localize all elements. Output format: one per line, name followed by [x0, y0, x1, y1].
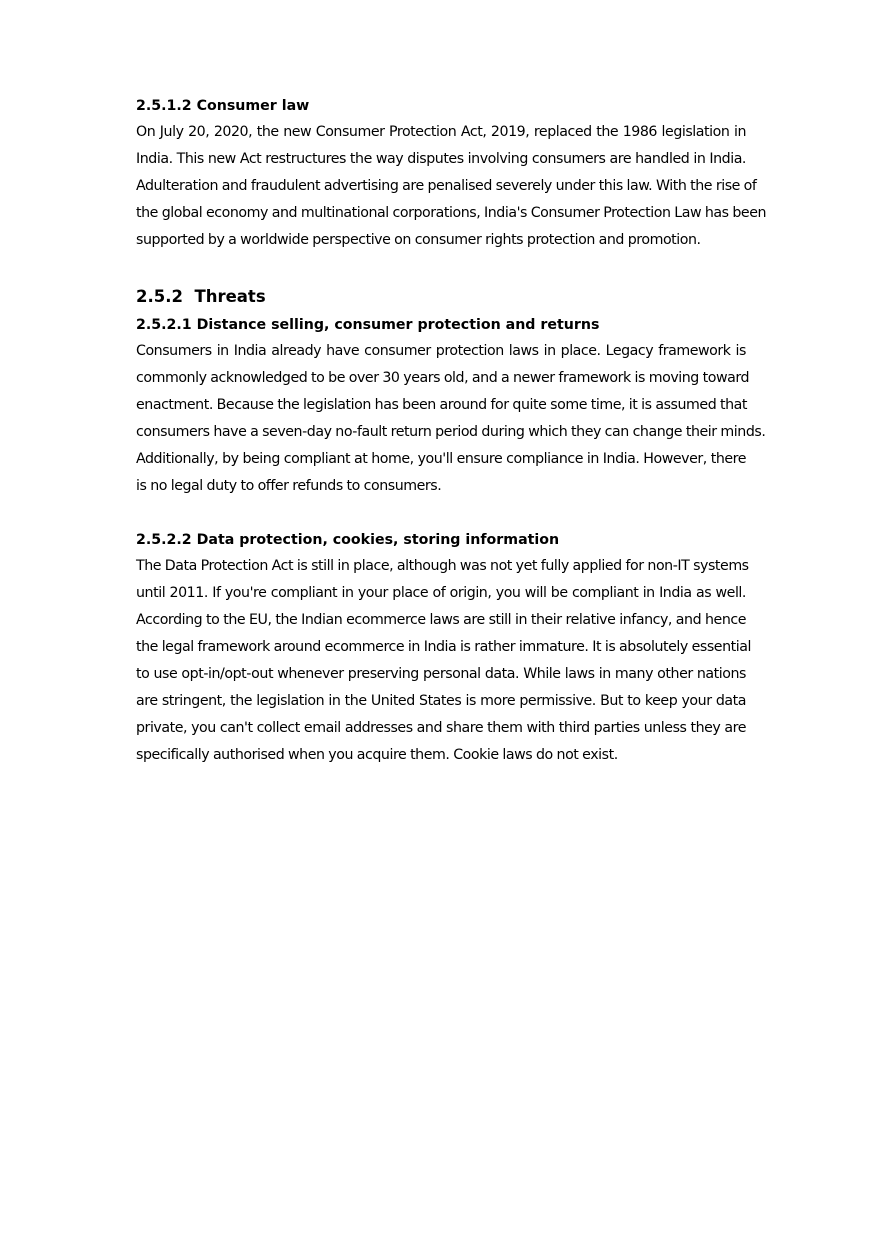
text-line: supported by a worldwide perspective on consumer rights protection and promotion.	[136, 232, 701, 248]
paragraph-consumer-law	[136, 119, 767, 254]
text-line: According to the EU, the Indian ecommerce laws are still in their relative infancy, and hence	[136, 612, 746, 628]
text-line: specifically authorised when you acquire them. Cookie laws do not exist.	[136, 747, 618, 763]
text-line: to use opt-in/opt-out whenever preserving personal data. While laws in many other nations	[136, 666, 746, 682]
text-line: enactment. Because the legislation has been around for quite some time, it is assumed that	[136, 397, 748, 413]
text-line: until 2011. If you're compliant in your place of origin, you will be compliant in India as well.	[136, 585, 746, 601]
text-line: the legal framework around ecommerce in India is rather immature. It is absolutely essential	[136, 639, 751, 655]
text-line: India. This new Act restructures the way disputes involving consumers are handled in India.	[136, 151, 746, 167]
paragraph-data-protection	[136, 553, 751, 769]
text-line: private, you can't collect email addresses and share them with third parties unless they are	[136, 720, 746, 736]
text-line: Consumers in India already have consumer protection laws in place. Legacy framework is	[136, 343, 746, 359]
text-line: consumers have a seven-day no-fault return period during which they can change their minds.	[136, 424, 766, 440]
heading-consumer-law: 2.5.1.2 Consumer law	[136, 98, 310, 114]
text-line: The Data Protection Act is still in place, although was not yet fully applied for non-IT systems	[136, 558, 749, 574]
text-line: Additionally, by being compliant at home, you'll ensure compliance in India. However, there	[136, 451, 746, 467]
heading-threats: 2.5.2 Threats	[136, 287, 266, 306]
text-line: commonly acknowledged to be over 30 years old, and a newer framework is moving toward	[136, 370, 750, 386]
heading-data-protection: 2.5.2.2 Data protection, cookies, storing information	[136, 532, 560, 548]
text-line: are stringent, the legislation in the United States is more permissive. But to keep your data	[136, 693, 746, 709]
text-line: is no legal duty to offer refunds to consumers.	[136, 478, 442, 494]
heading-distance-selling: 2.5.2.1 Distance selling, consumer protection and returns	[136, 317, 600, 333]
text-line: the global economy and multinational corporations, India's Consumer Protection Law has been	[136, 205, 767, 221]
paragraph-distance-selling	[136, 338, 766, 500]
text-line: Adulteration and fraudulent advertising are penalised severely under this law. With the rise of	[136, 178, 757, 194]
text-line: On July 20, 2020, the new Consumer Protection Act, 2019, replaced the 1986 legislation in	[136, 124, 746, 140]
